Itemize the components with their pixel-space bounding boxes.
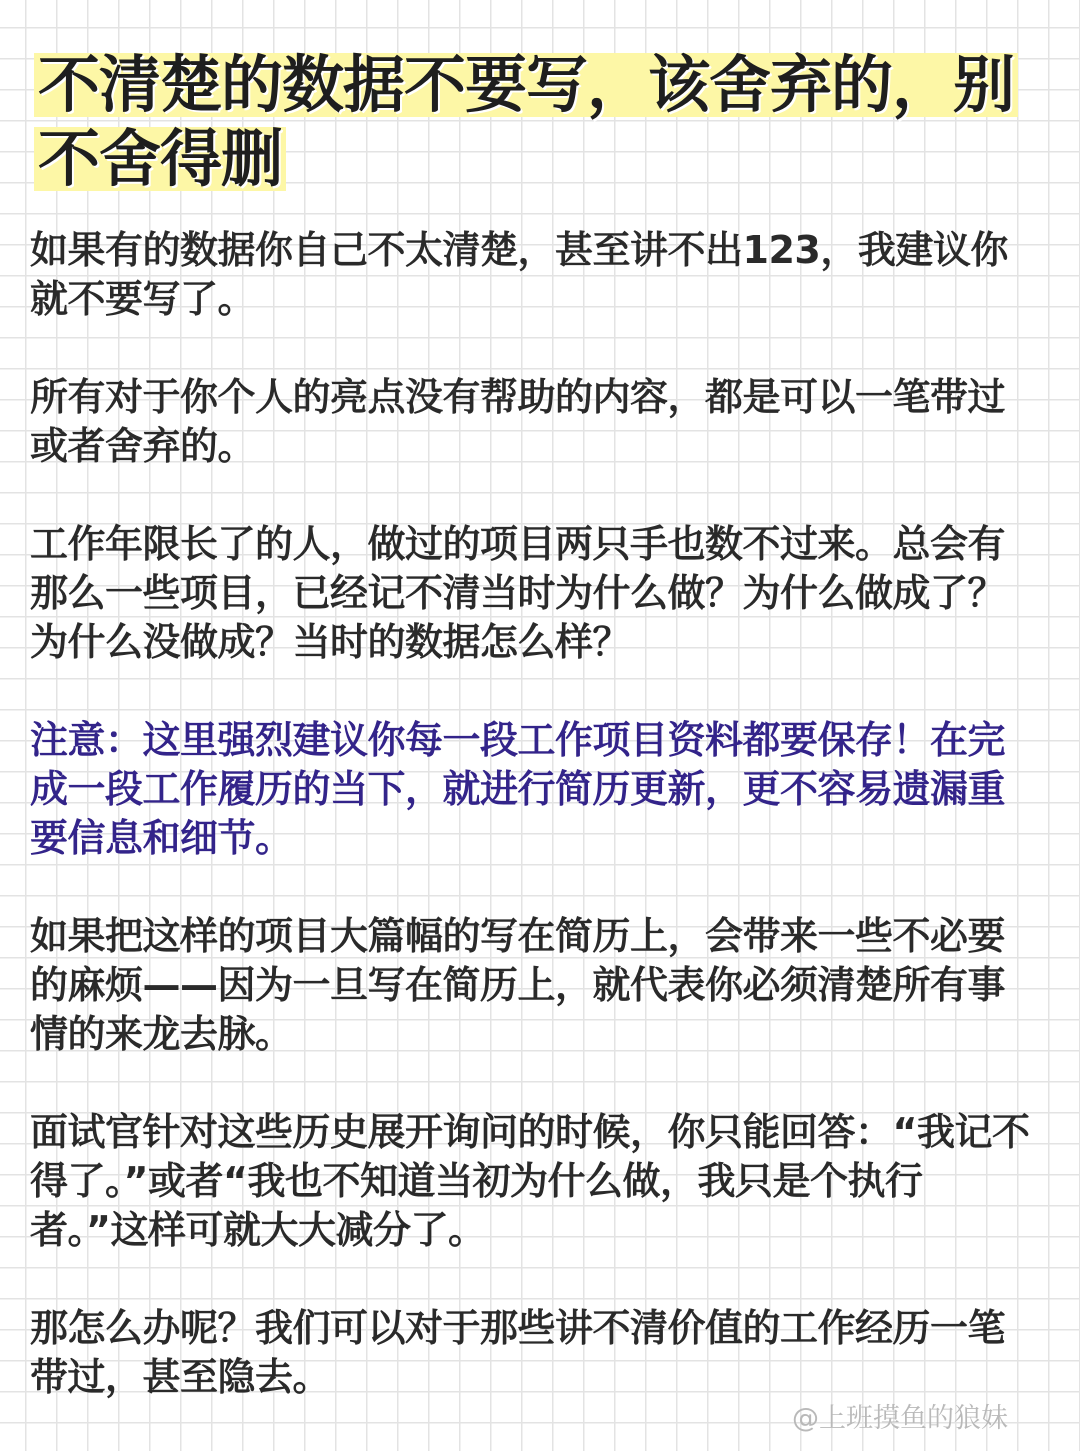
page-title: [34, 48, 1044, 196]
author-watermark: @上班摸鱼的狼妹: [792, 1403, 1008, 1434]
title-highlight: 不清楚的数据不要写，该舍弃的，别不舍得删: [34, 48, 1018, 195]
paragraph-trouble: 如果把这样的项目大篇幅的写在简历上，会带来一些不必要的麻烦——因为一旦写在简历上，就代表你必须清楚所有事情的来龙去脉。: [30, 914, 1006, 1056]
paragraph-solution: 那怎么办呢？我们可以对于那些讲不清价值的工作经历一笔带过，甚至隐去。: [30, 1306, 1006, 1399]
paragraph-interview: 面试官针对这些历史展开询问的时候，你只能回答：“我记不得了。”或者“我也不知道当初为什么做，我只是个执行者。”这样可就大大减分了。: [30, 1110, 1030, 1252]
paragraph-note: 注意：这里强烈建议你每一段工作项目资料都要保存！在完成一段工作履历的当下，就进行简历更新，更不容易遗漏重要信息和细节。: [30, 718, 1006, 860]
paragraph-many-projects: 工作年限长了的人，做过的项目两只手也数不过来。总会有那么一些项目，已经记不清当时为什么做？为什么做成了？为什么没做成？当时的数据怎么样？: [30, 522, 1006, 664]
paragraph-discard-content: 所有对于你个人的亮点没有帮助的内容，都是可以一笔带过或者舍弃的。: [30, 375, 1006, 468]
paragraph-unclear-data: 如果有的数据你自己不太清楚，甚至讲不出123，我建议你就不要写了。: [30, 228, 1008, 321]
article-body: [30, 226, 1040, 1451]
